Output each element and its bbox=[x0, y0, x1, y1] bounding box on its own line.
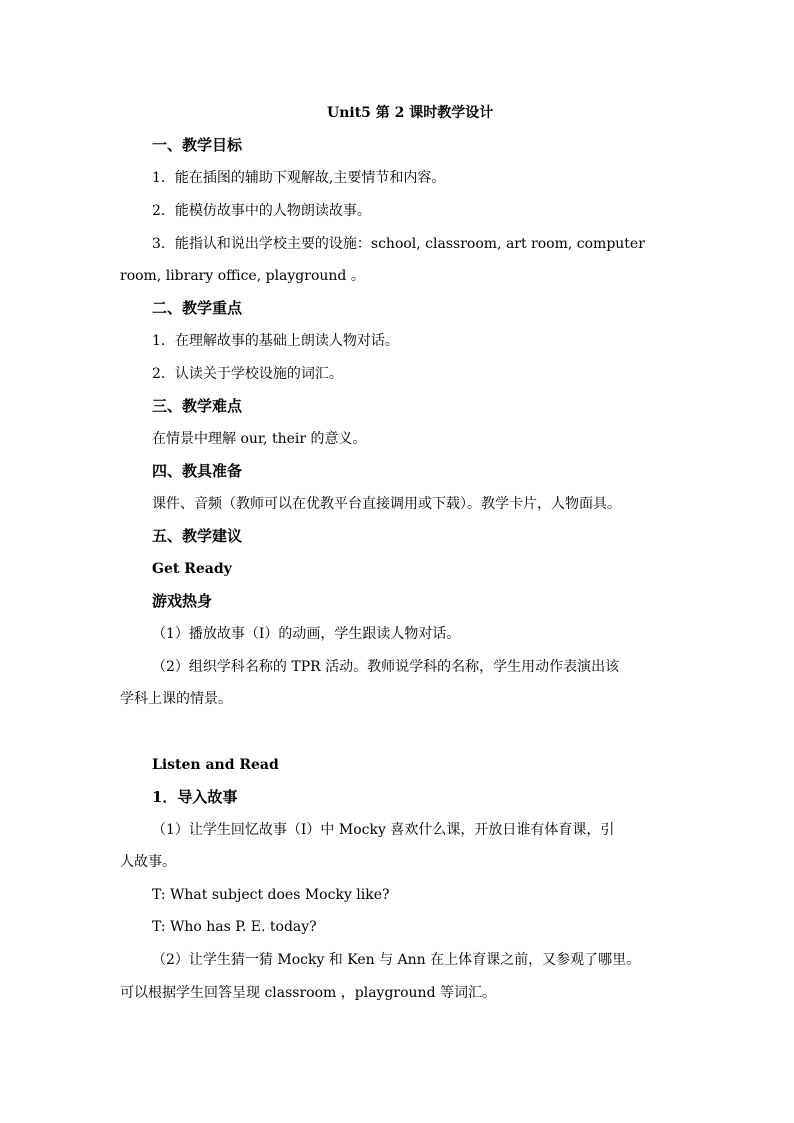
section-heading-key-points: 二、教学重点 bbox=[152, 299, 243, 317]
intro-item-1: （1）让学生回忆故事（I）中 Mocky 喜欢什么课，开放日谁有体育课，引 bbox=[152, 822, 615, 838]
warmup-item-2: （2）组织学科名称的 TPR 活动。教师说学科的名称，学生用动作表演出该 bbox=[152, 659, 620, 675]
subheading-warmup: 游戏热身 bbox=[152, 592, 213, 610]
intro-item-2: （2）让学生猜一猜 Mocky 和 Ken 与 Ann 在上体育课之前，又参观了哪里。 bbox=[152, 952, 641, 968]
section-heading-suggestions: 五、教学建议 bbox=[152, 527, 243, 545]
section-heading-objectives: 一、教学目标 bbox=[152, 136, 243, 154]
intro-item-1-continued: 人故事。 bbox=[120, 854, 176, 870]
document-title: Unit5 第 2 课时教学设计 bbox=[327, 105, 494, 121]
subheading-listen-and-read: Listen and Read bbox=[152, 757, 279, 773]
objective-item-2: 2．能模仿故事中的人物朗读故事。 bbox=[152, 203, 371, 219]
objective-item-1: 1．能在插图的辅助下观解故,主要情节和内容。 bbox=[152, 170, 446, 186]
key-point-item-1: 1．在理解故事的基础上朗读人物对话。 bbox=[152, 333, 399, 349]
preparation-item-1: 课件、音频（教师可以在优教平台直接调用或下载）。教学卡片，人物面具。 bbox=[152, 496, 621, 512]
subheading-intro-story: 1．导入故事 bbox=[152, 788, 238, 806]
warmup-item-1: （1）播放故事（I）的动画，学生跟读人物对话。 bbox=[152, 626, 461, 642]
objective-item-3-continued: room, library office, playground 。 bbox=[120, 268, 365, 284]
objective-item-3: 3．能指认和说出学校主要的设施：school, classroom, art room, computer bbox=[152, 236, 645, 252]
warmup-item-2-continued: 学科上课的情景。 bbox=[120, 691, 232, 707]
difficulty-item-1: 在情景中理解 our, their 的意义。 bbox=[152, 431, 367, 447]
teacher-question-2: T: Who has P. E. today? bbox=[152, 919, 317, 935]
section-heading-preparation: 四、教具准备 bbox=[152, 462, 243, 480]
intro-item-2-continued: 可以根据学生回答呈现 classroom ，playground 等词汇。 bbox=[120, 985, 496, 1001]
key-point-item-2: 2．认读关于学校设施的词汇。 bbox=[152, 366, 343, 382]
section-heading-difficulties: 三、教学难点 bbox=[152, 397, 243, 415]
subheading-get-ready: Get Ready bbox=[152, 561, 232, 577]
teacher-question-1: T: What subject does Mocky like? bbox=[152, 887, 390, 903]
